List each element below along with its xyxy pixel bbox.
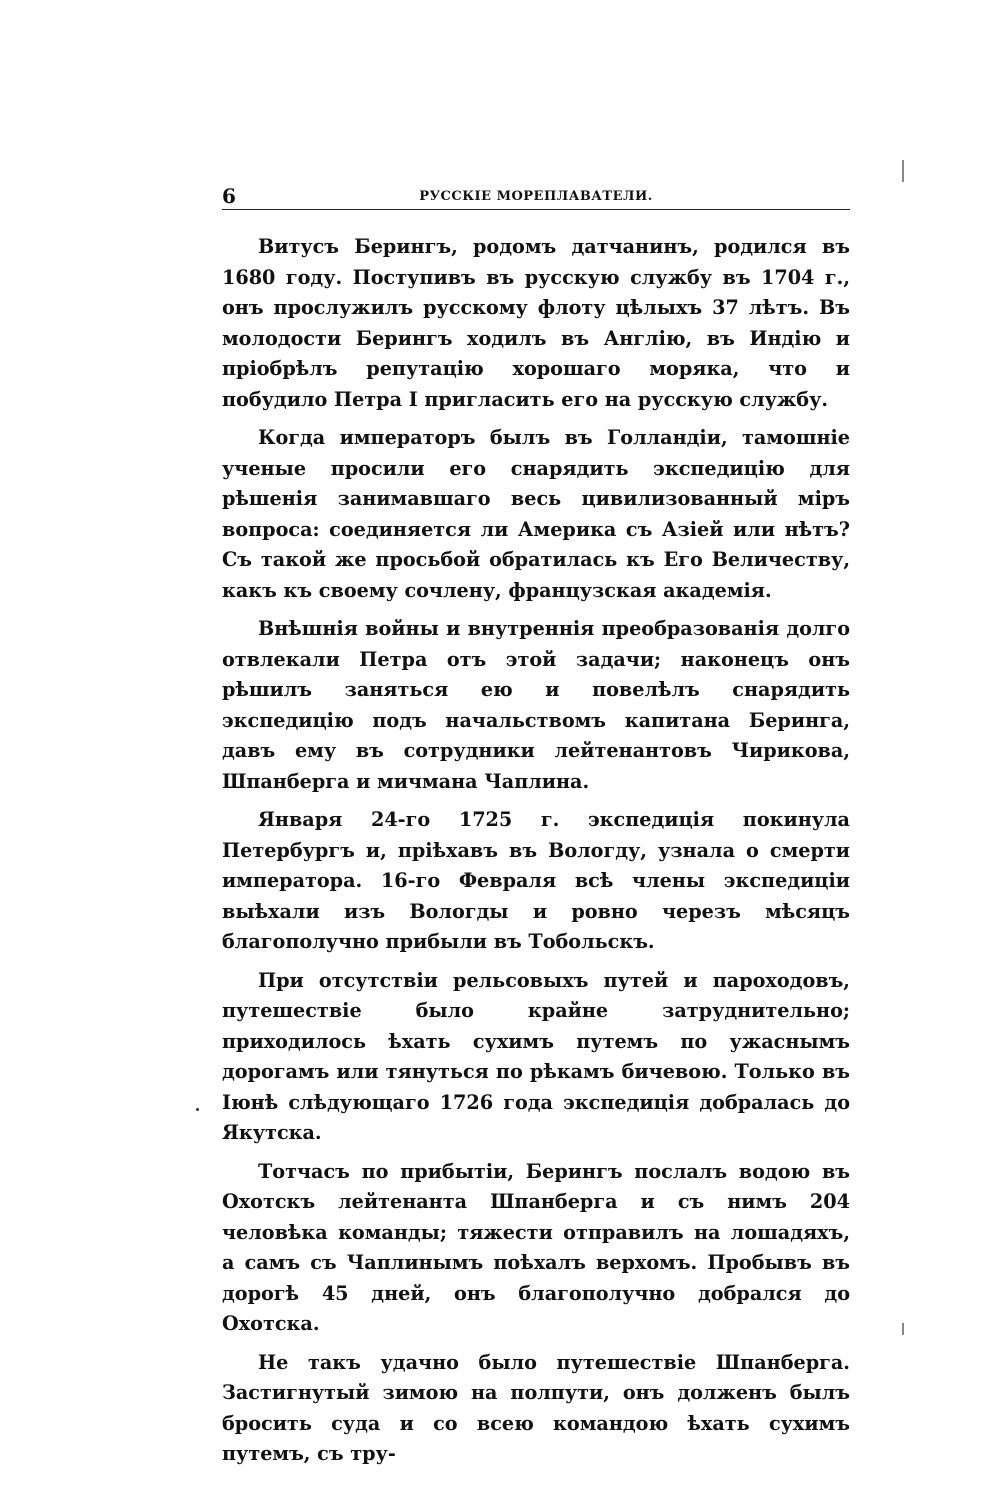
paragraph-expedition-order: Внѣшнія войны и внутреннія преобразованія долго отвлекали Петра отъ этой задачи; наконецъ онъ рѣшилъ заняться ею и повелѣлъ снарядить экспедицію подъ начальствомъ капитана Беринга, давъ ему въ сотрудники лейтенантовъ Чирикова, Шпанберга и мичмана Чаплина. [222,617,850,793]
scan-speck [196,1108,199,1111]
header-rule [222,209,850,210]
paragraph-holland: Когда императоръ былъ въ Голландіи, тамошніе ученые просили его снарядить экспедицію для рѣшенія занимавшаго весь цивилизованный міръ вопроса: соединяется ли Америка съ Азіей или нѣтъ? Съ такой же просьбой обратилась къ Его Величеству, какъ къ своему сочлену, французская академія. [222,426,850,602]
scan-edge-mark-top [902,160,904,182]
scan-edge-mark-bottom [902,1323,904,1335]
paragraph-okhotsk: Тотчасъ по прибытіи, Берингъ послалъ водою въ Охотскъ лейтенанта Шпанберга и съ нимъ 204 человѣка команды; тяжести отправилъ на лошадяхъ, а самъ съ Чаплинымъ поѣхалъ верхомъ. Пробывъ въ дорогѣ 45 дней, онъ благополучно добрался до Охотска. [222,1159,850,1335]
paragraph-departure: Января 24-го 1725 г. экспедиція покинула Петербургъ и, пріѣхавъ въ Вологду, узнала о смерти императора. 16-го Февраля всѣ члены экспедиціи выѣхали изъ Вологды и ровно черезъ мѣсяцъ благополучно прибыли въ Тобольскъ. [222,808,850,953]
page-header [222,184,850,210]
paragraph-bering-bio: Витусъ Берингъ, родомъ датчанинъ, родился въ 1680 году. Поступивъ въ русскую службу въ 1704 г., онъ прослужилъ русскому флоту цѣлыхъ 37 лѣтъ. Въ молодости Берингъ ходилъ въ Англію, въ Индію и пріобрѣлъ репутацію хорошаго моряка, что и побудило Петра I пригласить его на русскую службу. [222,235,850,411]
running-title: РУССКІЕ МОРЕПЛАВАТЕЛИ. [419,189,653,204]
paragraph-shpanberg: Не такъ удачно было путешествіе Шпанберга. Застигнутый зимою на полпути, онъ долженъ былъ бросить суда и со всею командою ѣхать сухимъ путемъ, съ тру- [222,1350,850,1465]
paragraph-journey: При отсутствіи рельсовыхъ путей и пароходовъ, путешествіе было крайне затруднительно; приходилось ѣхать сухимъ путемъ по ужаснымъ дорогамъ или тянуться по рѣкамъ бичевою. Только въ Іюнѣ слѣдующаго 1726 года экспедиція добралась до Якутска. [222,968,850,1144]
body-text [222,232,850,1478]
page-number: 6 [222,184,236,208]
